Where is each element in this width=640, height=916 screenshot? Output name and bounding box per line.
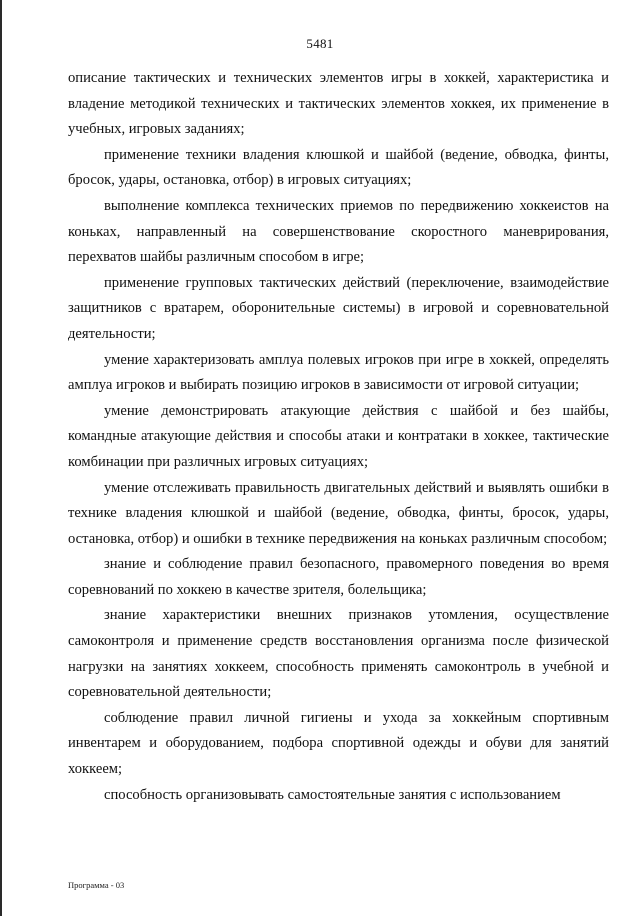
paragraph: знание характеристики внешних признаков утомления, осуществление самоконтроля и применение средств восстановления организма после физической нагрузки на занятиях хоккеем, способность применять самоконтроль в учебной и соревновательной деятельности; <box>68 607 609 701</box>
scan-edge <box>0 0 2 916</box>
paragraph: умение демонстрировать атакующие действия с шайбой и без шайбы, командные атакующие действия и способы атаки и контратаки в хоккее, тактические комбинации при различных игровых ситуациях; <box>68 402 609 470</box>
paragraph: применение групповых тактических действий (переключение, взаимодействие защитников с вратарем, оборонительные системы) в игровой и соревновательной деятельности; <box>68 274 609 342</box>
paragraph: соблюдение правил личной гигиены и ухода за хоккейным спортивным инвентарем и оборудованием, подбора спортивной одежды и обуви для занятий хоккеем; <box>68 709 609 778</box>
paragraph: способность организовывать самостоятельные занятия с использованием <box>104 786 561 803</box>
body-text <box>68 66 609 808</box>
paragraph: умение отслеживать правильность двигательных действий и выявлять ошибки в технике владения клюшкой и шайбой (ведение, обводка, финты, бросок, удары, остановка, отбор) и ошибки в технике передвижения на коньках различным способом; <box>68 479 609 547</box>
page-number: 5481 <box>306 36 334 51</box>
paragraph: описание тактических и технических элементов игры в хоккей, характеристика и владение методикой технических и тактических элементов хоккея, их применение в учебных, игровых заданиях; <box>68 70 609 138</box>
footer-label: Программа - 03 <box>68 880 125 890</box>
paragraph: знание и соблюдение правил безопасного, правомерного поведения во время соревнований по хоккею в качестве зрителя, болельщика; <box>68 556 609 598</box>
paragraph: выполнение комплекса технических приемов по передвижению хоккеистов на коньках, направленный на совершенствование скоростного маневрирования, перехватов шайбы различным способом в игре; <box>68 197 609 266</box>
paragraph: умение характеризовать амплуа полевых игроков при игре в хоккей, определять амплуа игроков и выбирать позицию игроков в зависимости от игровой ситуации; <box>68 351 609 394</box>
paragraph: применение техники владения клюшкой и шайбой (ведение, обводка, финты, бросок, удары, остановка, отбор) в игровых ситуациях; <box>68 146 609 189</box>
